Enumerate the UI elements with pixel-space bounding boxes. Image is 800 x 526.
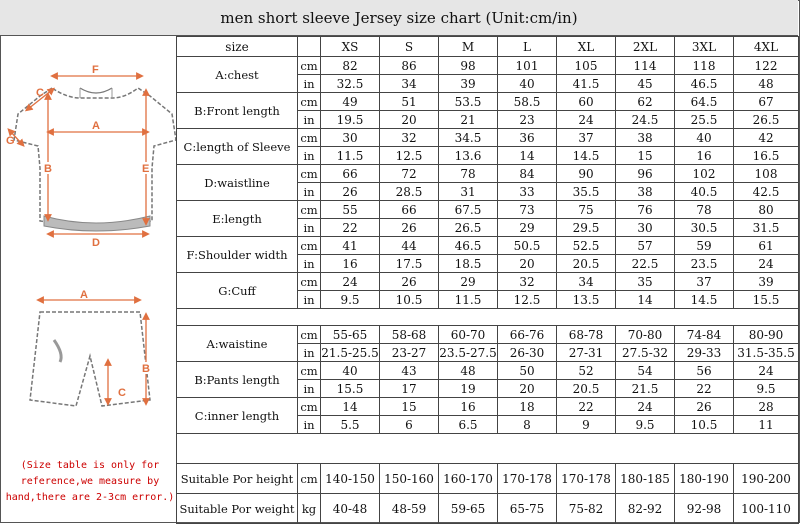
value-cell-in: 39 bbox=[439, 75, 498, 93]
fit-unit: cm bbox=[298, 464, 321, 494]
value-cell-in: 35.5 bbox=[557, 183, 616, 201]
value-cell-in: 12.5 bbox=[498, 291, 557, 309]
value-cell-cm: 26 bbox=[380, 273, 439, 291]
value-cell-cm: 14 bbox=[321, 398, 380, 416]
value-cell-in: 15.5 bbox=[734, 291, 799, 309]
value-cell-in: 22.5 bbox=[616, 255, 675, 273]
value-cell-in: 46.5 bbox=[675, 75, 734, 93]
value-cell-in: 16 bbox=[321, 255, 380, 273]
value-cell-cm: 54 bbox=[616, 362, 675, 380]
table-row bbox=[177, 37, 799, 57]
unit-cm: cm bbox=[298, 201, 321, 219]
value-cell-cm: 58.5 bbox=[498, 93, 557, 111]
size-column-header: M bbox=[439, 37, 498, 57]
value-cell-cm: 32 bbox=[380, 129, 439, 147]
value-cell-cm: 50.5 bbox=[498, 237, 557, 255]
value-cell-in: 48 bbox=[734, 75, 799, 93]
value-cell-cm: 122 bbox=[734, 57, 799, 75]
cuff-label: G bbox=[6, 135, 15, 147]
value-cell-cm: 66-76 bbox=[498, 326, 557, 344]
fit-value-cell: 100-110 bbox=[734, 494, 799, 524]
value-cell-cm: 76 bbox=[616, 201, 675, 219]
value-cell-cm: 36 bbox=[498, 129, 557, 147]
length-label: E bbox=[142, 163, 150, 175]
unit-cm: cm bbox=[298, 57, 321, 75]
fit-value-cell: 59-65 bbox=[439, 494, 498, 524]
value-cell-cm: 35 bbox=[616, 273, 675, 291]
value-cell-cm: 48 bbox=[439, 362, 498, 380]
value-cell-cm: 40 bbox=[321, 362, 380, 380]
value-cell-in: 30 bbox=[616, 219, 675, 237]
value-cell-in: 5.5 bbox=[321, 416, 380, 434]
value-cell-in: 24 bbox=[557, 111, 616, 129]
fit-value-cell: 180-185 bbox=[616, 464, 675, 494]
value-cell-cm: 60 bbox=[557, 93, 616, 111]
value-cell-cm: 75 bbox=[557, 201, 616, 219]
size-column-header: XL bbox=[557, 37, 616, 57]
value-cell-in: 20.5 bbox=[557, 255, 616, 273]
value-cell-cm: 18 bbox=[498, 398, 557, 416]
value-cell-in: 34 bbox=[380, 75, 439, 93]
value-cell-cm: 74-84 bbox=[675, 326, 734, 344]
value-cell-in: 10.5 bbox=[675, 416, 734, 434]
fit-value-cell: 92-98 bbox=[675, 494, 734, 524]
value-cell-cm: 42 bbox=[734, 129, 799, 147]
value-cell-in: 9.5 bbox=[734, 380, 799, 398]
value-cell-cm: 60-70 bbox=[439, 326, 498, 344]
value-cell-cm: 32 bbox=[498, 273, 557, 291]
value-cell-in: 13.6 bbox=[439, 147, 498, 165]
unit-header-cell bbox=[298, 37, 321, 57]
table-row bbox=[177, 494, 799, 524]
value-cell-in: 20 bbox=[498, 255, 557, 273]
value-cell-in: 21.5 bbox=[616, 380, 675, 398]
value-cell-cm: 67 bbox=[734, 93, 799, 111]
value-cell-in: 26 bbox=[380, 219, 439, 237]
pants-length-label: B bbox=[142, 363, 150, 375]
unit-cm: cm bbox=[298, 362, 321, 380]
unit-in: in bbox=[298, 75, 321, 93]
value-cell-cm: 24 bbox=[321, 273, 380, 291]
value-cell-in: 21 bbox=[439, 111, 498, 129]
value-cell-in: 20 bbox=[380, 111, 439, 129]
value-cell-cm: 52 bbox=[557, 362, 616, 380]
value-cell-cm: 90 bbox=[557, 165, 616, 183]
value-cell-cm: 57 bbox=[616, 237, 675, 255]
fit-value-cell: 190-200 bbox=[734, 464, 799, 494]
value-cell-in: 26.5 bbox=[734, 111, 799, 129]
value-cell-in: 6 bbox=[380, 416, 439, 434]
chart-title: men short sleeve Jersey size chart (Unit:cm/in) bbox=[0, 0, 798, 36]
value-cell-in: 20.5 bbox=[557, 380, 616, 398]
table-row bbox=[177, 201, 799, 219]
unit-in: in bbox=[298, 219, 321, 237]
value-cell-in: 9 bbox=[557, 416, 616, 434]
value-cell-in: 29.5 bbox=[557, 219, 616, 237]
pants-param-name: B:Pants length bbox=[177, 362, 298, 398]
value-cell-in: 28.5 bbox=[380, 183, 439, 201]
measurement-note: (Size table is only for reference,we measure by hand,there are 2-3cm error.) bbox=[5, 460, 175, 503]
value-cell-in: 17 bbox=[380, 380, 439, 398]
value-cell-cm: 28 bbox=[734, 398, 799, 416]
table-row bbox=[177, 326, 799, 344]
table-row bbox=[177, 362, 799, 380]
value-cell-in: 10.5 bbox=[380, 291, 439, 309]
unit-in: in bbox=[298, 111, 321, 129]
unit-cm: cm bbox=[298, 93, 321, 111]
inner-length-label: C bbox=[118, 387, 126, 399]
table-row bbox=[177, 273, 799, 291]
unit-cm: cm bbox=[298, 165, 321, 183]
value-cell-in: 40 bbox=[498, 75, 557, 93]
value-cell-cm: 84 bbox=[498, 165, 557, 183]
pants-waist-label: A bbox=[80, 289, 88, 301]
jersey-param-name: B:Front length bbox=[177, 93, 298, 129]
fit-unit: kg bbox=[298, 494, 321, 524]
value-cell-cm: 96 bbox=[616, 165, 675, 183]
value-cell-in: 32.5 bbox=[321, 75, 380, 93]
size-column-header: 2XL bbox=[616, 37, 675, 57]
value-cell-cm: 64.5 bbox=[675, 93, 734, 111]
size-column-header: 4XL bbox=[734, 37, 799, 57]
unit-in: in bbox=[298, 380, 321, 398]
unit-in: in bbox=[298, 183, 321, 201]
value-cell-cm: 15 bbox=[380, 398, 439, 416]
value-cell-cm: 78 bbox=[675, 201, 734, 219]
value-cell-in: 26 bbox=[321, 183, 380, 201]
value-cell-cm: 43 bbox=[380, 362, 439, 380]
value-cell-in: 15.5 bbox=[321, 380, 380, 398]
value-cell-cm: 41 bbox=[321, 237, 380, 255]
value-cell-in: 23-27 bbox=[380, 344, 439, 362]
fit-param-name: Suitable Por weight bbox=[177, 494, 298, 524]
value-cell-cm: 50 bbox=[498, 362, 557, 380]
value-cell-in: 9.5 bbox=[616, 416, 675, 434]
value-cell-cm: 37 bbox=[675, 273, 734, 291]
sleeve-label: C bbox=[36, 87, 44, 99]
value-cell-cm: 118 bbox=[675, 57, 734, 75]
table-row bbox=[177, 309, 799, 326]
value-cell-cm: 61 bbox=[734, 237, 799, 255]
size-column-header: S bbox=[380, 37, 439, 57]
value-cell-cm: 56 bbox=[675, 362, 734, 380]
fit-value-cell: 160-170 bbox=[439, 464, 498, 494]
value-cell-in: 20 bbox=[498, 380, 557, 398]
value-cell-cm: 26 bbox=[675, 398, 734, 416]
value-cell-cm: 34.5 bbox=[439, 129, 498, 147]
table-row bbox=[177, 237, 799, 255]
value-cell-in: 23 bbox=[498, 111, 557, 129]
value-cell-in: 14 bbox=[616, 291, 675, 309]
value-cell-cm: 55 bbox=[321, 201, 380, 219]
jersey-param-name: F:Shoulder width bbox=[177, 237, 298, 273]
value-cell-cm: 67.5 bbox=[439, 201, 498, 219]
value-cell-in: 17.5 bbox=[380, 255, 439, 273]
value-cell-cm: 98 bbox=[439, 57, 498, 75]
unit-cm: cm bbox=[298, 273, 321, 291]
value-cell-in: 42.5 bbox=[734, 183, 799, 201]
value-cell-in: 19.5 bbox=[321, 111, 380, 129]
value-cell-cm: 80-90 bbox=[734, 326, 799, 344]
value-cell-in: 19 bbox=[439, 380, 498, 398]
value-cell-in: 26-30 bbox=[498, 344, 557, 362]
value-cell-cm: 78 bbox=[439, 165, 498, 183]
value-cell-in: 16.5 bbox=[734, 147, 799, 165]
value-cell-cm: 72 bbox=[380, 165, 439, 183]
blank-cell bbox=[177, 434, 799, 464]
value-cell-in: 41.5 bbox=[557, 75, 616, 93]
value-cell-in: 21.5-25.5 bbox=[321, 345, 379, 360]
value-cell-in: 30.5 bbox=[675, 219, 734, 237]
value-cell-in: 31 bbox=[439, 183, 498, 201]
size-column-header: L bbox=[498, 37, 557, 57]
value-cell-in: 12.5 bbox=[380, 147, 439, 165]
jersey-param-name: D:waistline bbox=[177, 165, 298, 201]
fit-value-cell: 75-82 bbox=[557, 494, 616, 524]
value-cell-cm: 80 bbox=[734, 201, 799, 219]
value-cell-in: 22 bbox=[675, 380, 734, 398]
value-cell-cm: 24 bbox=[734, 362, 799, 380]
table-row bbox=[177, 434, 799, 464]
value-cell-cm: 29 bbox=[439, 273, 498, 291]
fit-param-name: Suitable Por height bbox=[177, 464, 298, 494]
fit-value-cell: 65-75 bbox=[498, 494, 557, 524]
value-cell-in: 24.5 bbox=[616, 111, 675, 129]
unit-cm: cm bbox=[298, 237, 321, 255]
unit-in: in bbox=[298, 344, 321, 362]
value-cell-cm: 82 bbox=[321, 57, 380, 75]
table-row bbox=[177, 57, 799, 75]
front-length-label: B bbox=[44, 163, 52, 175]
value-cell-in: 38 bbox=[616, 183, 675, 201]
table-row bbox=[177, 398, 799, 416]
unit-in: in bbox=[298, 147, 321, 165]
value-cell-cm: 49 bbox=[321, 93, 380, 111]
value-cell-cm: 46.5 bbox=[439, 237, 498, 255]
fit-value-cell: 40-48 bbox=[321, 494, 380, 524]
value-cell-cm: 52.5 bbox=[557, 237, 616, 255]
value-cell-in: 25.5 bbox=[675, 111, 734, 129]
value-cell-cm: 59 bbox=[675, 237, 734, 255]
waistline-label: D bbox=[92, 237, 100, 249]
unit-cm: cm bbox=[298, 326, 321, 344]
value-cell-cm: 58-68 bbox=[380, 326, 439, 344]
value-cell-in: 22 bbox=[321, 219, 380, 237]
value-cell-in: 29 bbox=[498, 219, 557, 237]
value-cell-cm: 55-65 bbox=[321, 326, 380, 344]
fit-value-cell: 150-160 bbox=[380, 464, 439, 494]
jersey-param-name: A:chest bbox=[177, 57, 298, 93]
value-cell-in: 29-33 bbox=[675, 344, 734, 362]
pants-diagram bbox=[30, 289, 151, 406]
value-cell-cm: 51 bbox=[380, 93, 439, 111]
value-cell-cm: 30 bbox=[321, 129, 380, 147]
value-cell-in: 11.5 bbox=[321, 147, 380, 165]
value-cell-in: 8 bbox=[498, 416, 557, 434]
jersey-param-name: C:length of Sleeve bbox=[177, 129, 298, 165]
illustration-panel bbox=[0, 36, 176, 522]
fit-value-cell: 180-190 bbox=[675, 464, 734, 494]
table-row bbox=[177, 464, 799, 494]
value-cell-in: 11 bbox=[734, 416, 799, 434]
value-cell-in: 15 bbox=[616, 147, 675, 165]
value-cell-cm: 22 bbox=[557, 398, 616, 416]
size-column-header: 3XL bbox=[675, 37, 734, 57]
value-cell-cm: 34 bbox=[557, 273, 616, 291]
jersey-diagram bbox=[6, 64, 176, 249]
value-cell-cm: 105 bbox=[557, 57, 616, 75]
value-cell-cm: 39 bbox=[734, 273, 799, 291]
fit-value-cell: 140-150 bbox=[321, 464, 380, 494]
value-cell-cm: 16 bbox=[439, 398, 498, 416]
value-cell-in: 6.5 bbox=[439, 416, 498, 434]
value-cell-cm: 44 bbox=[380, 237, 439, 255]
garment-diagrams bbox=[0, 36, 176, 522]
value-cell-in: 13.5 bbox=[557, 291, 616, 309]
value-cell-in: 40.5 bbox=[675, 183, 734, 201]
table-row bbox=[177, 93, 799, 111]
unit-in: in bbox=[298, 255, 321, 273]
value-cell-cm: 40 bbox=[675, 129, 734, 147]
jersey-param-name: G:Cuff bbox=[177, 273, 298, 309]
value-cell-in: 14.5 bbox=[675, 291, 734, 309]
value-cell-in: 23.5-27.5 bbox=[439, 345, 497, 360]
value-cell-cm: 70-80 bbox=[616, 326, 675, 344]
value-cell-cm: 102 bbox=[675, 165, 734, 183]
value-cell-cm: 114 bbox=[616, 57, 675, 75]
value-cell-cm: 68-78 bbox=[557, 326, 616, 344]
fit-value-cell: 170-178 bbox=[557, 464, 616, 494]
value-cell-cm: 73 bbox=[498, 201, 557, 219]
value-cell-cm: 86 bbox=[380, 57, 439, 75]
pants-param-name: C:inner length bbox=[177, 398, 298, 434]
value-cell-cm: 101 bbox=[498, 57, 557, 75]
value-cell-in: 33 bbox=[498, 183, 557, 201]
fit-value-cell: 48-59 bbox=[380, 494, 439, 524]
unit-in: in bbox=[298, 291, 321, 309]
table-row bbox=[177, 165, 799, 183]
fit-value-cell: 170-178 bbox=[498, 464, 557, 494]
value-cell-in: 23.5 bbox=[675, 255, 734, 273]
value-cell-cm: 62 bbox=[616, 93, 675, 111]
unit-in: in bbox=[298, 416, 321, 434]
value-cell-in: 14 bbox=[498, 147, 557, 165]
chest-label: A bbox=[92, 120, 100, 132]
value-cell-cm: 38 bbox=[616, 129, 675, 147]
value-cell-cm: 66 bbox=[321, 165, 380, 183]
value-cell-in: 31.5 bbox=[734, 219, 799, 237]
unit-cm: cm bbox=[298, 129, 321, 147]
fit-value-cell: 82-92 bbox=[616, 494, 675, 524]
table-row bbox=[177, 129, 799, 147]
value-cell-in: 26.5 bbox=[439, 219, 498, 237]
value-cell-in: 24 bbox=[734, 255, 799, 273]
value-cell-cm: 108 bbox=[734, 165, 799, 183]
value-cell-cm: 53.5 bbox=[439, 93, 498, 111]
value-cell-in: 27-31 bbox=[557, 344, 616, 362]
value-cell-in: 16 bbox=[675, 147, 734, 165]
value-cell-in: 9.5 bbox=[321, 291, 380, 309]
jersey-param-name: E:length bbox=[177, 201, 298, 237]
value-cell-in: 14.5 bbox=[557, 147, 616, 165]
size-header-label: size bbox=[177, 37, 298, 57]
value-cell-in: 27.5-32 bbox=[616, 344, 675, 362]
size-table bbox=[176, 36, 799, 524]
value-cell-in: 45 bbox=[616, 75, 675, 93]
value-cell-cm: 66 bbox=[380, 201, 439, 219]
pants-param-name: A:waistine bbox=[177, 326, 298, 362]
value-cell-in: 31.5-35.5 bbox=[734, 344, 799, 362]
blank-cell bbox=[177, 309, 799, 326]
value-cell-cm: 24 bbox=[616, 398, 675, 416]
value-cell-cm: 37 bbox=[557, 129, 616, 147]
value-cell-in: 11.5 bbox=[439, 291, 498, 309]
unit-cm: cm bbox=[298, 398, 321, 416]
shoulder-label: F bbox=[92, 64, 99, 76]
value-cell-in: 18.5 bbox=[439, 255, 498, 273]
size-column-header: XS bbox=[321, 37, 380, 57]
